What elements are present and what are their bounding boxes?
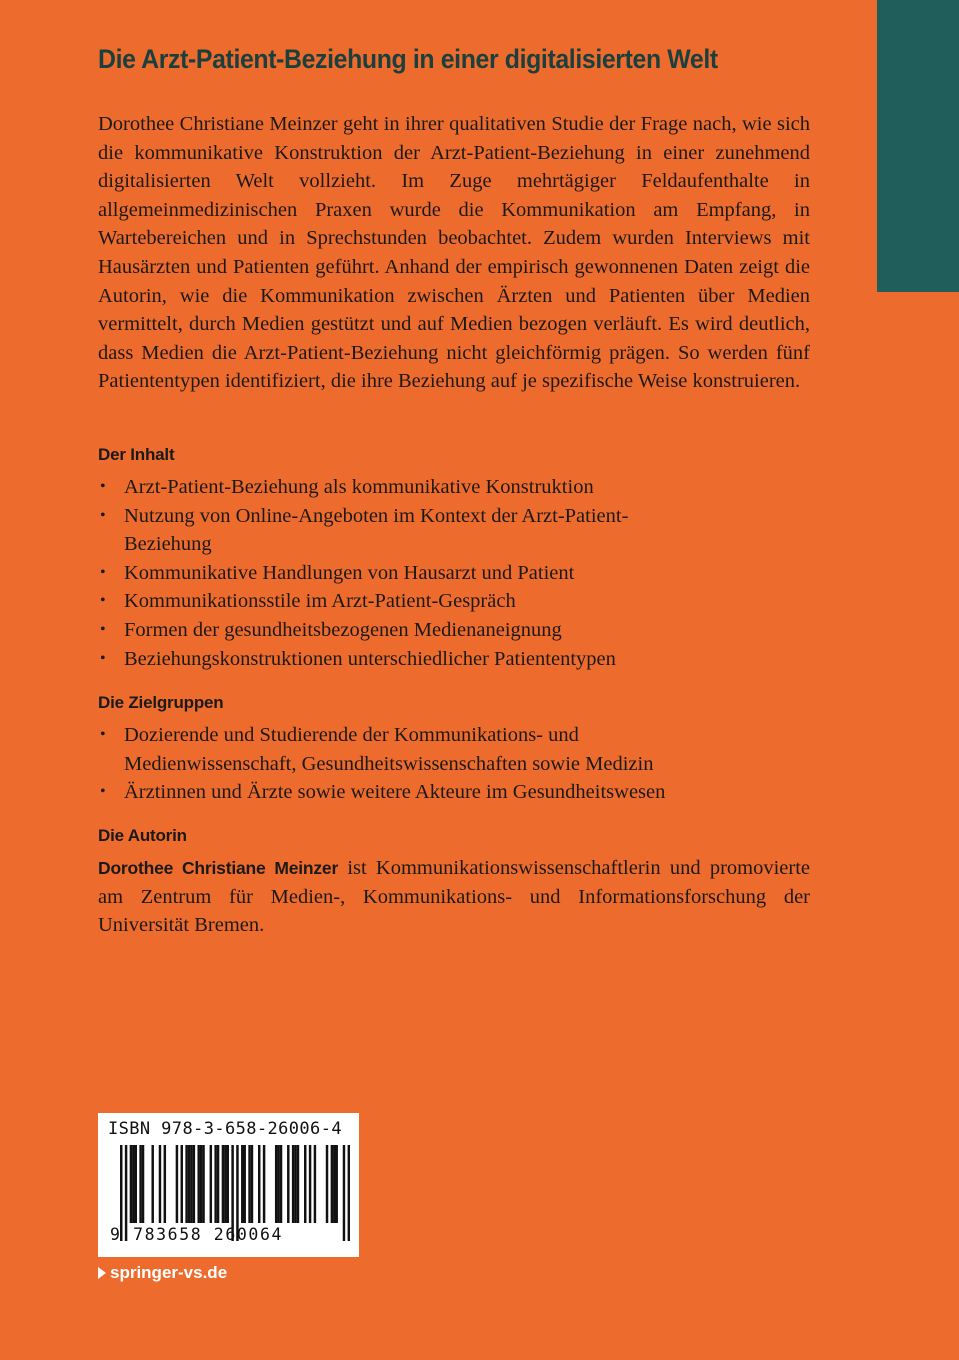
barcode-bar: [297, 1145, 299, 1223]
list-item: • Nutzung von Online-Angeboten im Kontext der Arzt-Patient-Beziehung: [98, 502, 810, 559]
publisher-url: springer-vs.de: [110, 1263, 228, 1282]
barcode-bar: [185, 1145, 187, 1223]
section-heading-zielgruppen: Die Zielgruppen: [98, 693, 224, 712]
barcode-bar: [263, 1145, 265, 1223]
arrow-right-icon: [98, 1267, 106, 1279]
barcode-bar: [139, 1145, 141, 1223]
barcode-bar: [331, 1145, 333, 1223]
barcode-bar: [181, 1145, 183, 1223]
book-title: Die Arzt-Patient-Beziehung in einer digitalisierten Welt: [98, 44, 718, 74]
author-paragraph: [98, 854, 810, 940]
barcode-bar: [335, 1145, 337, 1223]
barcode-bar: [132, 1145, 134, 1223]
list-item: • Arzt-Patient-Beziehung als kommunikative Konstruktion: [98, 473, 810, 502]
barcode-bar: [243, 1145, 245, 1223]
barcode-bar: [217, 1145, 219, 1223]
barcode-bar: [241, 1145, 243, 1223]
list-item: • Kommunikative Handlungen von Hausarzt und Patient: [98, 559, 810, 588]
list-item: • Formen der gesundheitsbezogenen Medienaneignung: [98, 616, 810, 645]
list-item: • Beziehungskonstruktionen unterschiedlicher Patiententypen: [98, 645, 810, 674]
barcode-bar: [200, 1145, 202, 1223]
intro-paragraph: Dorothee Christiane Meinzer geht in ihrer qualitativen Studie der Frage nach, wie sich die kommunikative Konstruktion der Arzt-Patient-Beziehung in einer zunehmend digitalisierten Welt vollzieht. Im Zuge mehrtägiger Feldaufenthalte in allgemeinmedizinischen Praxen wurde die Kommunikation am Empfang, in Wartebereichen und in Sprechstunden beobachtet. Zudem wurden Interviews mit Hausärzten und Patienten geführt. Anhand der empirisch gewonnenen Daten zeigt die Autorin, wie die Kommunikation zwischen Ärzten und Patienten über Medien vermittelt, durch Medien gestützt und auf Medien bezogen verläuft. Es wird deutlich, dass Medien die Arzt-Patient-Beziehung nicht gleichförmig prägen. So werden fünf Patiententypen identifiziert, die ihre Beziehung auf je spezifische Weise konstruieren.: [98, 113, 810, 393]
barcode-bar: [188, 1145, 190, 1223]
barcode-bar: [333, 1145, 335, 1223]
list-item: • Ärztinnen und Ärzte sowie weitere Akteure im Gesundheitswesen: [98, 778, 810, 807]
barcode-bar: [287, 1145, 289, 1223]
author-bio: ist Kommunikationswissenschaftlerin und promovierte am Zentrum für Medien-, Kommunikations- und Informationsforschung der Universität Bremen.: [98, 857, 811, 937]
barcode-bar: [190, 1145, 192, 1223]
barcode-bar: [251, 1145, 253, 1223]
publisher-link[interactable]: [98, 1263, 227, 1283]
list-item: • Dozierende und Studierende der Kommunikations- und Medienwissenschaft, Gesundheitswissenschaften sowie Medizin: [98, 721, 810, 778]
barcode-bar: [193, 1145, 195, 1223]
barcode-bar: [210, 1145, 212, 1223]
barcode-bar: [314, 1145, 316, 1223]
barcode-bar: [224, 1145, 226, 1223]
barcode-bar: [294, 1145, 296, 1223]
inhalt-list: [98, 473, 810, 673]
barcode-bar: [280, 1145, 282, 1223]
barcode-bar: [258, 1145, 260, 1223]
barcode-bar: [304, 1145, 306, 1223]
barcode-bar: [292, 1145, 294, 1223]
barcode-bar: [197, 1145, 199, 1223]
author-name: Dorothee Christiane Meinzer: [98, 858, 339, 878]
accent-block: [877, 0, 959, 292]
barcode-bar: [130, 1145, 132, 1223]
list-item: • Kommunikationsstile im Arzt-Patient-Gespräch: [98, 587, 810, 616]
section-heading-inhalt: Der Inhalt: [98, 445, 175, 464]
barcode-bar: [142, 1145, 144, 1223]
barcode-bar: [309, 1145, 311, 1223]
barcode-bar: [176, 1145, 178, 1223]
barcode-bar: [135, 1145, 137, 1223]
barcode-bar: [159, 1145, 161, 1223]
ean-digits: 9 783658 260064: [110, 1225, 284, 1244]
isbn-barcode: [98, 1113, 359, 1257]
isbn-label: ISBN 978-3-658-26006-4: [108, 1119, 342, 1139]
barcode-bar: [326, 1145, 328, 1223]
barcode-bar: [202, 1145, 204, 1223]
barcode-bar: [275, 1145, 277, 1223]
zielgruppen-list: [98, 721, 810, 807]
barcode-bar: [227, 1145, 229, 1223]
section-heading-autorin: Die Autorin: [98, 826, 187, 845]
barcode-bar: [277, 1145, 279, 1223]
barcode-bar: [214, 1145, 216, 1223]
barcode-bar: [151, 1145, 153, 1223]
barcode-bar: [164, 1145, 166, 1223]
barcode-bar: [248, 1145, 250, 1223]
barcode-bar: [222, 1145, 224, 1223]
